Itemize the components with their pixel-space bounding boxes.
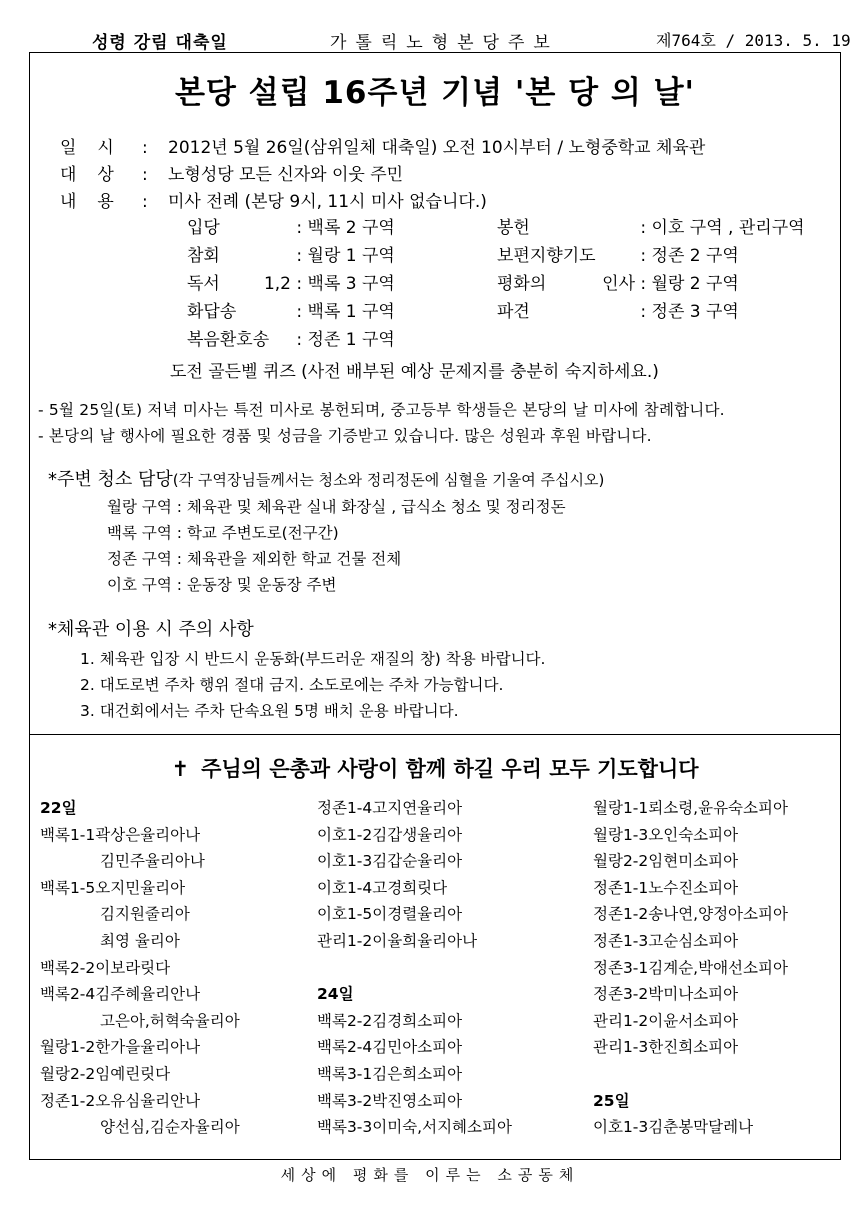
prayer-name-line: 백록3-1김은희소피아 xyxy=(317,1064,463,1083)
role-right-1: 봉헌 : 이호 구역 , 관리구역 xyxy=(497,218,805,238)
cleaning-item-2: 백록 구역 : 학교 주변도로(전구간) xyxy=(107,524,339,542)
prayer-name-line: 월랑1-1뢰소령,윤유숙소피아 xyxy=(593,799,788,817)
prayer-name-line: 정존1-1노수진소피아 xyxy=(593,878,739,897)
prayer-column-1 xyxy=(40,795,240,1141)
info-date-row: 일시 : 2012년 5월 26일(삼위일체 대축일) 오전 10시부터 / 노형중학교 체육관 xyxy=(60,133,705,158)
notice-2: - 본당의 날 행사에 필요한 경품 및 성금을 기증받고 있습니다. 많은 성원과 후원 바랍니다. xyxy=(38,427,652,445)
prayer-name-line: 관리1-2이윤서소피아 xyxy=(593,1011,739,1030)
prayer-name-line: 월랑1-2한가을율리아나 xyxy=(40,1038,201,1057)
prayer-name-line: 김지원줄리아 xyxy=(100,905,190,924)
prayer-name-line xyxy=(593,1061,788,1088)
role-left-2: 참회 : 월랑 1 구역 xyxy=(187,246,395,266)
cleaning-heading: *주변 청소 담당(각 구역장님들께서는 청소와 정리정돈에 심혈을 기울여 주십시오) xyxy=(48,469,605,490)
prayer-name-line: 김민주율리아나 xyxy=(100,852,205,871)
info-content-row: 내용 : 미사 전례 (본당 9시, 11시 미사 없습니다.) xyxy=(60,187,487,212)
role-left-1: 입당 : 백록 2 구역 xyxy=(187,218,395,238)
role-left-5: 복음환호송 : 정존 1 구역 xyxy=(187,330,395,350)
prayer-column-3 xyxy=(593,795,788,1141)
info-content-value: 미사 전례 (본당 9시, 11시 미사 없습니다.) xyxy=(168,192,487,212)
section-divider xyxy=(30,734,840,735)
prayer-name-line: 정존1-2오유심율리안나 xyxy=(40,1091,201,1110)
prayer-name-line: 백록1-1곽상은율리아나 xyxy=(40,825,201,844)
prayer-name-line: 이호1-2김갑생율리아 xyxy=(317,825,463,844)
prayer-day-label: 24일 xyxy=(317,985,354,1004)
prayer-day-label: 22일 xyxy=(40,799,77,817)
prayer-name-line: 이호1-4고경희릿다 xyxy=(317,878,448,897)
info-content-label: 내용 xyxy=(60,192,135,212)
notice-1: - 5월 25일(토) 저녁 미사는 특전 미사로 봉헌되며, 중고등부 학생들은 본당의 날 미사에 참례합니다. xyxy=(38,401,725,419)
prayer-name-line: 백록3-3이미숙,서지혜소피아 xyxy=(317,1118,512,1137)
prayer-name-line: 월랑1-3오인숙소피아 xyxy=(593,825,739,844)
info-target-label: 대상 xyxy=(60,165,135,185)
prayer-name-line: 양선심,김순자율리아 xyxy=(100,1118,240,1137)
header-bulletin-name: 가톨릭노형본당주보 xyxy=(330,33,559,53)
prayer-name-line: 고은아,허혁숙율리아 xyxy=(100,1011,240,1030)
content-frame xyxy=(29,52,841,1160)
gym-item-3: 3. 대건회에서는 주차 단속요원 5명 배치 운용 바랍니다. xyxy=(80,702,459,720)
footer-motto: 세상에 평화를 이루는 소공동체 xyxy=(280,1166,580,1184)
prayer-column-2 xyxy=(317,795,512,1141)
role-right-3: 평화의 인사 : 월랑 2 구역 xyxy=(497,274,739,294)
info-target-value: 노형성당 모든 신자와 이웃 주민 xyxy=(168,165,404,185)
page-title: 본당 설립 16주년 기념 '본 당 의 날' xyxy=(174,75,696,111)
prayer-name-line: 정존1-2송나연,양정아소피아 xyxy=(593,905,788,924)
info-target-row: 대상 : 노형성당 모든 신자와 이웃 주민 xyxy=(60,160,403,185)
info-date-label: 일시 xyxy=(60,138,135,158)
prayer-name-line: 월랑2-2임현미소피아 xyxy=(593,852,739,871)
prayer-name-line: 정존3-1김계순,박애선소피아 xyxy=(593,958,788,977)
role-right-4: 파견 : 정존 3 구역 xyxy=(497,302,739,322)
prayer-name-line xyxy=(317,955,512,982)
header-feast: 성령 강림 대축일 xyxy=(92,33,228,53)
prayer-name-line: 관리1-2이율희율리아나 xyxy=(317,931,478,950)
prayer-name-line: 정존1-3고순심소피아 xyxy=(593,931,739,950)
info-date-value: 2012년 5월 26일(삼위일체 대축일) 오전 10시부터 / 노형중학교 체육관 xyxy=(168,138,706,158)
prayer-name-line: 정존3-2박미나소피아 xyxy=(593,985,739,1004)
prayer-name-line: 백록2-4김주혜율리안나 xyxy=(40,985,201,1004)
role-left-4: 화답송 : 백록 1 구역 xyxy=(187,302,395,322)
cross-icon: ✝ xyxy=(171,757,190,781)
prayer-day-label: 25일 xyxy=(593,1091,630,1110)
gym-item-1: 1. 체육관 입장 시 반드시 운동화(부드러운 재질의 창) 착용 바랍니다. xyxy=(80,650,546,668)
cleaning-item-4: 이호 구역 : 운동장 및 운동장 주변 xyxy=(107,576,337,594)
prayer-name-line: 백록3-2박진영소피아 xyxy=(317,1091,463,1110)
prayer-name-line: 월랑2-2임예린릿다 xyxy=(40,1064,171,1083)
role-left-3: 독서 1,2 : 백록 3 구역 xyxy=(187,274,395,294)
cleaning-item-3: 정존 구역 : 체육관을 제외한 학교 건물 전체 xyxy=(107,550,402,568)
prayer-heading: ✝ 주님의 은총과 사랑이 함께 하길 우리 모두 기도합니다 xyxy=(171,757,699,781)
prayer-name-line: 백록1-5오지민율리아 xyxy=(40,878,186,897)
prayer-name-line: 백록2-2이보라릿다 xyxy=(40,958,171,977)
prayer-name-line: 이호1-3김춘봉막달레나 xyxy=(593,1118,754,1137)
prayer-name-line: 관리1-3한진희소피아 xyxy=(593,1038,739,1057)
prayer-name-line: 이호1-3김갑순율리아 xyxy=(317,852,463,871)
cleaning-item-1: 월랑 구역 : 체육관 및 체육관 실내 화장실 , 급식소 청소 및 정리정돈 xyxy=(107,498,566,516)
quiz-line: 도전 골든벨 퀴즈 (사전 배부된 예상 문제지를 충분히 숙지하세요.) xyxy=(170,362,659,382)
prayer-name-line: 이호1-5이경렬율리아 xyxy=(317,905,463,924)
role-right-2: 보편지향기도 : 정존 2 구역 xyxy=(497,246,739,266)
gym-heading: *체육관 이용 시 주의 사항 xyxy=(48,619,254,640)
gym-item-2: 2. 대도로변 주차 행위 절대 금지. 소도로에는 주차 가능합니다. xyxy=(80,676,504,694)
prayer-name-line: 정존1-4고지연율리아 xyxy=(317,799,463,817)
header-issue-date: 제764호 / 2013. 5. 19 xyxy=(656,31,851,50)
prayer-name-line: 백록2-4김민아소피아 xyxy=(317,1038,463,1057)
prayer-name-line: 최영 율리아 xyxy=(100,931,180,950)
prayer-name-line: 백록2-2김경희소피아 xyxy=(317,1011,463,1030)
